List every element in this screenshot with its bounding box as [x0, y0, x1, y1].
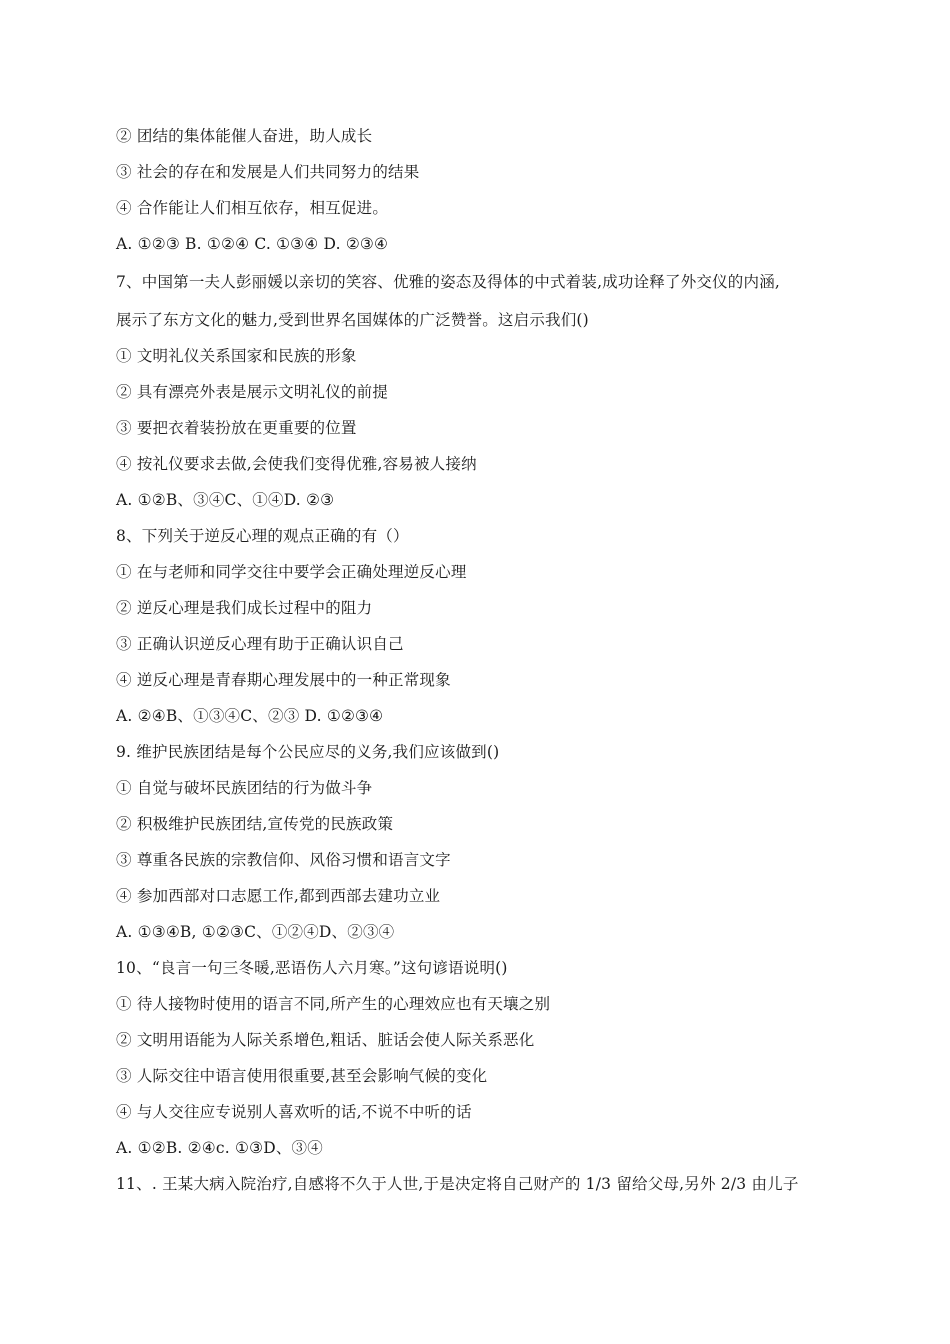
question-8-stem: 8、下列关于逆反心理的观点正确的有（） [116, 527, 409, 545]
option-line: ② 文明用语能为人际关系增色,粗话、脏话会使人际关系恶化 [116, 1031, 535, 1049]
option-line: ① 自觉与破坏民族团结的行为做斗争 [116, 779, 373, 797]
answer-choices: A. ①③④B, ①②③C、①②④D、②③④ [116, 923, 395, 941]
question-9-stem: 9. 维护民族团结是每个公民应尽的义务,我们应该做到() [116, 743, 500, 761]
question-11-stem: 11、. 王某大病入院治疗,自感将不久于人世,于是决定将自己财产的 1/3 留给父母,另外 2/3 由儿子 [116, 1175, 799, 1193]
option-line: ② 具有漂亮外表是展示文明礼仪的前提 [116, 383, 389, 401]
option-line: ③ 尊重各民族的宗教信仰、风俗习惯和语言文字 [116, 851, 451, 869]
option-line: ③ 要把衣着装扮放在更重要的位置 [116, 419, 357, 437]
option-line: ④ 逆反心理是青春期心理发展中的一种正常现象 [116, 671, 451, 689]
question-10-stem: 10、“良言一句三冬暖,恶语伤人六月寒。”这句谚语说明() [116, 959, 508, 977]
option-line: ① 在与老师和同学交往中要学会正确处理逆反心理 [116, 563, 467, 581]
question-7-stem: 7、中国第一夫人彭丽媛以亲切的笑容、优雅的姿态及得体的中式着装,成功诠释了外交仪的内涵, [116, 273, 781, 291]
answer-choices: A. ①②③ B. ①②④ C. ①③④ D. ②③④ [116, 235, 389, 253]
option-line: ② 积极维护民族团结,宣传党的民族政策 [116, 815, 394, 833]
answer-choices: A. ②④B、①③④C、②③ D. ①②③④ [116, 707, 384, 725]
option-line: ③ 社会的存在和发展是人们共同努力的结果 [116, 163, 420, 181]
answer-choices: A. ①②B、③④C、①④D. ②③ [116, 491, 335, 509]
option-line: ④ 参加西部对口志愿工作,都到西部去建功立业 [116, 887, 441, 905]
option-line: ① 文明礼仪关系国家和民族的形象 [116, 347, 357, 365]
option-line: ④ 合作能让人们相互依存，相互促进。 [116, 199, 389, 217]
option-line: ④ 按礼仪要求去做,会使我们变得优雅,容易被人接纳 [116, 455, 477, 473]
option-line: ③ 正确认识逆反心理有助于正确认识自己 [116, 635, 404, 653]
option-line: ② 逆反心理是我们成长过程中的阻力 [116, 599, 373, 617]
option-line: ① 待人接物时使用的语言不同,所产生的心理效应也有天壤之别 [116, 995, 551, 1013]
answer-choices: A. ①②B. ②④c. ①③D、③④ [116, 1139, 323, 1157]
option-line: ② 团结的集体能催人奋进，助人成长 [116, 127, 373, 145]
question-7-stem-cont: 展示了东方文化的魅力,受到世界名国媒体的广泛赞誉。这启示我们() [116, 311, 589, 329]
option-line: ④ 与人交往应专说别人喜欢听的话,不说不中听的话 [116, 1103, 472, 1121]
option-line: ③ 人际交往中语言使用很重要,甚至会影响气候的变化 [116, 1067, 488, 1085]
